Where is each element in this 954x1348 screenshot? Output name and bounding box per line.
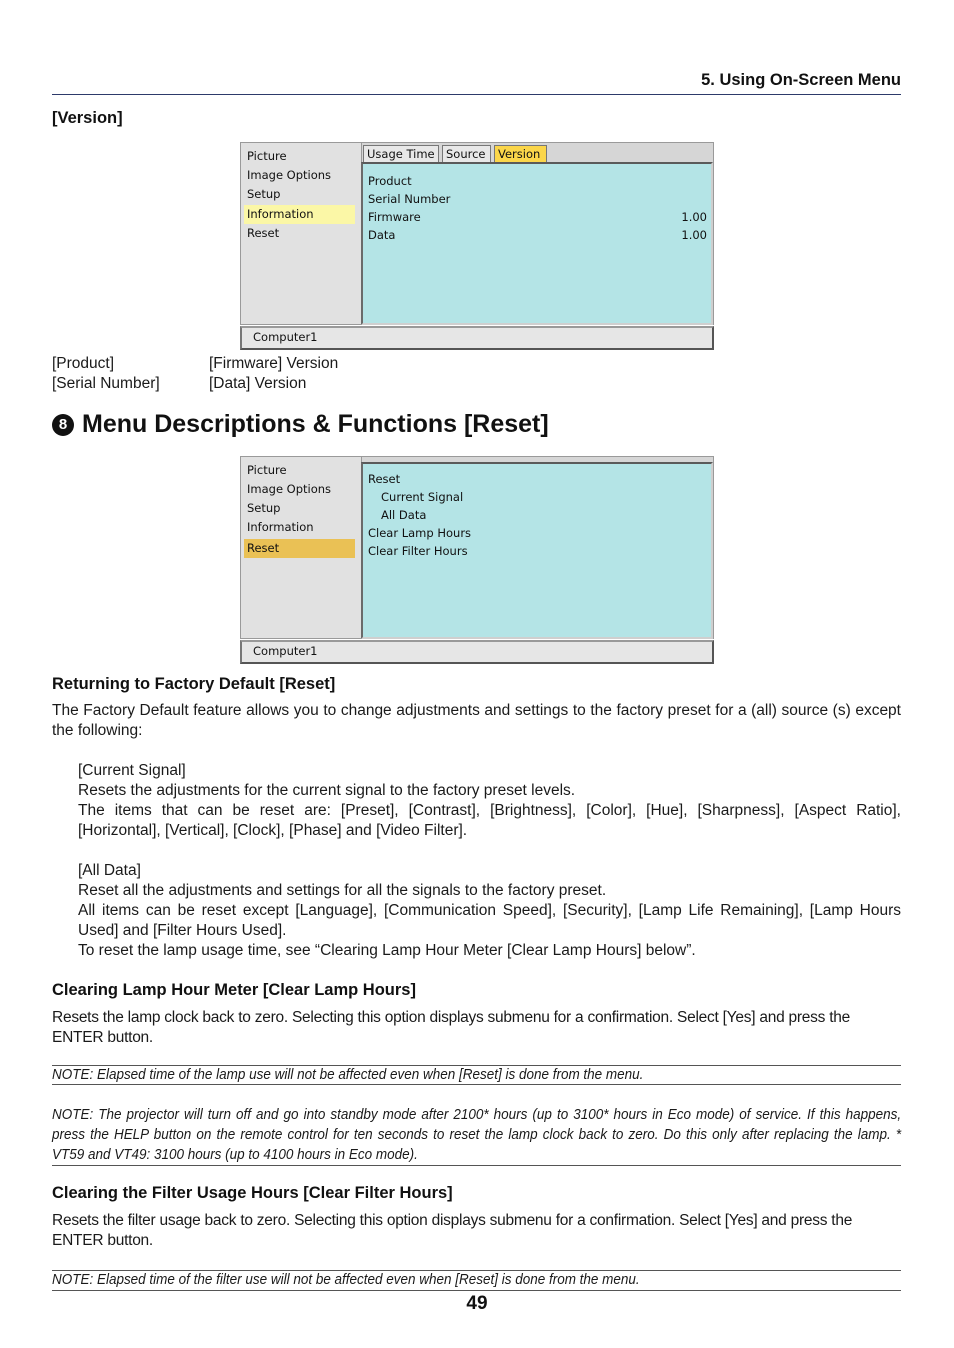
- filter-hours-heading: Clearing the Filter Usage Hours [Clear Filter Hours]: [52, 1184, 453, 1202]
- osd-left-item-information: Information: [244, 205, 355, 224]
- def-serial-number: [Serial Number]: [52, 375, 160, 392]
- osd-content-panel: [361, 162, 713, 325]
- osd-status-bar: [240, 326, 714, 350]
- osd-value-data: 1.00: [681, 228, 707, 242]
- page-header: [52, 70, 901, 95]
- current-signal-items: The items that can be reset are: [Preset], [Contrast], [Brightness], [Color], [Hue], [Sharpness], [Aspect Ratio], [Horizontal], [Vertical], [Clock], [Phase] and [Video Filter].: [78, 802, 901, 839]
- filter-note: NOTE: Elapsed time of the filter use will not be affected even when [Reset] is done from the menu.: [52, 1272, 640, 1288]
- osd-left-menu: [240, 142, 361, 325]
- factory-default-heading: Returning to Factory Default [Reset]: [52, 675, 336, 693]
- all-data-items: All items can be reset except [Language], [Communication Speed], [Security], [Lamp Life Remaining], [Lamp Hours Used] and [Filter Hours Used].: [78, 902, 901, 939]
- header-title: 5. Using On-Screen Menu: [701, 71, 901, 89]
- osd-left-item-image-options: Image Options: [247, 168, 332, 182]
- osd-row-data: Data: [368, 228, 396, 242]
- osd-left-item-image-options: Image Options: [247, 482, 332, 496]
- def-product: [Product]: [52, 355, 115, 372]
- all-data-label: [All Data]: [78, 862, 141, 879]
- osd-row-serial-number: Serial Number: [368, 192, 451, 206]
- osd-left-item-information: Information: [247, 520, 314, 534]
- osd-left-item-setup: Setup: [247, 501, 281, 515]
- osd-status-source: Computer1: [253, 644, 318, 658]
- current-signal-desc: Resets the adjustments for the current signal to the factory preset levels.: [78, 782, 576, 799]
- lamp-note-1: NOTE: Elapsed time of the lamp use will not be affected even when [Reset] is done from the menu.: [52, 1067, 644, 1083]
- page-number: 49: [466, 1293, 488, 1314]
- osd-status-source: Computer1: [253, 330, 318, 344]
- osd-left-menu: [240, 456, 361, 639]
- osd-item-clear-lamp-hours: Clear Lamp Hours: [368, 526, 472, 540]
- osd-item-reset: Reset: [368, 472, 401, 486]
- osd-menu-version: [240, 142, 714, 349]
- osd-status-bar: [240, 640, 714, 664]
- lamp-hours-body: Resets the lamp clock back to zero. Selecting this option displays submenu for a confirmation. Select [Yes] and press the ENTER button.: [52, 1009, 851, 1046]
- osd-value-firmware: 1.00: [681, 210, 707, 224]
- osd-row-product: Product: [368, 174, 412, 188]
- factory-default-intro: The Factory Default feature allows you to change adjustments and settings to the factory preset for a (all) source (s) except the following:: [52, 702, 901, 739]
- osd-row-firmware: Firmware: [368, 210, 421, 224]
- osd-left-item-reset: Reset: [244, 539, 355, 558]
- osd-left-item-setup: Setup: [247, 187, 281, 201]
- osd-item-current-signal: Current Signal: [381, 490, 464, 504]
- note-rule-bottom: [52, 1084, 901, 1085]
- filter-hours-body: Resets the filter usage back to zero. Selecting this option displays submenu for a confirmation. Select [Yes] and press the ENTER button.: [52, 1212, 853, 1249]
- filter-note-rule-bottom: [52, 1290, 901, 1291]
- osd-tab-version: Version: [494, 145, 547, 163]
- osd-left-item-picture: Picture: [247, 463, 287, 477]
- all-data-lamp-reference: To reset the lamp usage time, see “Clearing Lamp Hour Meter [Clear Lamp Hours] below”.: [78, 942, 696, 959]
- osd-menu-reset: [240, 456, 714, 663]
- osd-item-clear-filter-hours: Clear Filter Hours: [368, 544, 468, 558]
- def-firmware: [Firmware] Version: [209, 355, 339, 372]
- osd-left-item-reset: Reset: [247, 226, 280, 240]
- lamp-hours-heading: Clearing Lamp Hour Meter [Clear Lamp Hours]: [52, 981, 416, 999]
- osd-content-panel: [361, 462, 713, 639]
- osd-item-all-data: All Data: [381, 508, 427, 522]
- section-title-text: Menu Descriptions & Functions [Reset]: [82, 410, 549, 438]
- osd-left-item-picture: Picture: [247, 149, 287, 163]
- all-data-desc: Reset all the adjustments and settings for all the signals to the factory preset.: [78, 882, 607, 899]
- version-heading: [Version]: [52, 109, 123, 127]
- osd-tab-usage-time: Usage Time: [363, 145, 439, 163]
- lamp-note-2: NOTE: The projector will turn off and go into standby mode after 2100* hours (up to 3100* hours in Eco mode) of service. If this happens, press the HELP button on the remote control for ten seconds to reset the lamp clock back to zero. Do this only after replacing the lamp. * VT59 and VT49: 3100 hours (up to 4100 hours in Eco mode).: [52, 1107, 902, 1163]
- section-number-badge: 8: [52, 414, 74, 436]
- def-data: [Data] Version: [209, 375, 307, 392]
- section-title: [52, 410, 549, 439]
- note-rule-bottom-2: [52, 1165, 901, 1166]
- current-signal-label: [Current Signal]: [78, 762, 186, 779]
- osd-tab-source: Source: [442, 145, 491, 163]
